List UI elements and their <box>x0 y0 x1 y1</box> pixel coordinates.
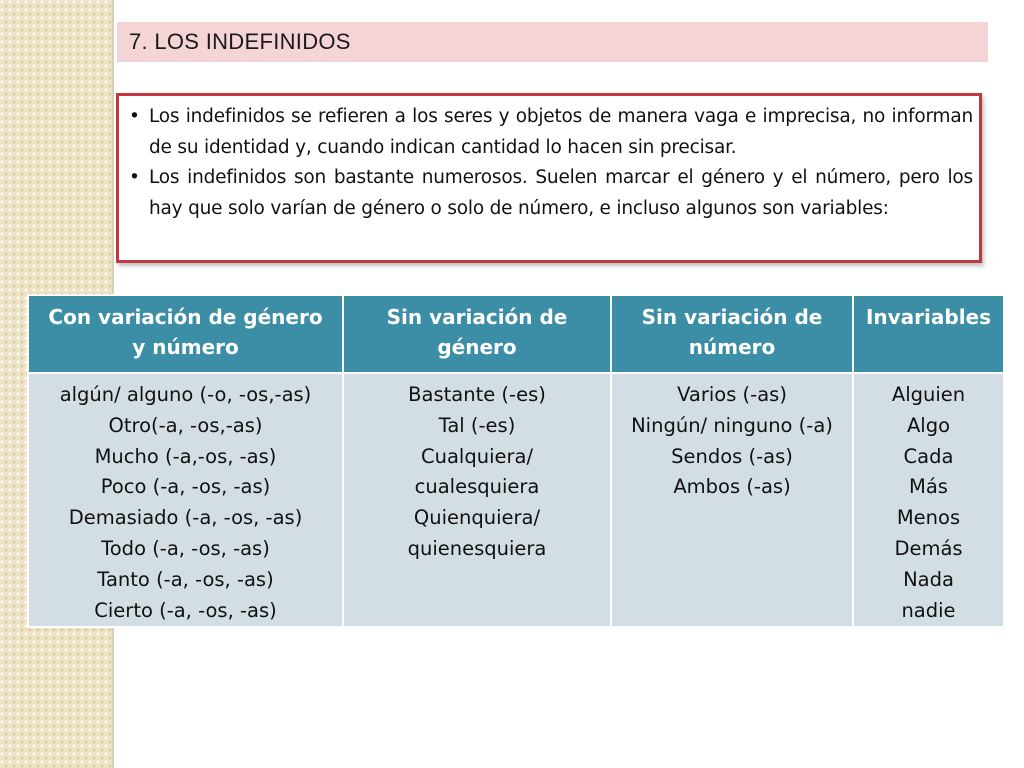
list-item: Algo <box>906 413 951 437</box>
bullet-1-line-1: Los indefinidos se refieren a los seres y objetos de manera vaga e imprecisa, no <box>149 106 886 127</box>
list-item: algún/ alguno (-o, -os,-as) <box>59 383 312 406</box>
header-invariables <box>853 295 1004 373</box>
header-sin-numero <box>611 295 853 373</box>
bullet-icon: • <box>129 167 140 188</box>
list-item: Alguien <box>891 383 966 406</box>
list-item: Mucho (-a,-os, -as) <box>94 444 277 468</box>
bullet-icon: • <box>129 106 140 127</box>
cell-sin-genero <box>343 373 611 627</box>
list-item: quienesquiera <box>407 536 547 560</box>
header-line: Sin variación de <box>641 305 823 329</box>
list-item: Tanto (-a, -os, -as) <box>97 567 274 591</box>
header-line: y número <box>132 335 239 359</box>
header-con-variacion <box>28 295 343 373</box>
header-sin-genero <box>343 295 611 373</box>
header-line: género <box>437 335 517 359</box>
list-item: Más <box>909 475 948 499</box>
header-line: número <box>688 335 776 359</box>
header-line: Invariables <box>865 305 992 329</box>
list-item: Otro(-a, -os,-as) <box>108 413 263 437</box>
list-item: Todo (-a, -os, -as) <box>101 536 270 560</box>
bullet-item-2 <box>129 163 973 224</box>
bullet-1-line-2: informan de su identidad y, cuando indican cantidad lo hacen sin precisar. <box>149 106 974 158</box>
list-item: Menos <box>896 506 961 530</box>
bullet-item-1 <box>129 102 974 163</box>
indefinidos-table <box>27 294 1005 628</box>
list-item: Nada <box>903 567 954 591</box>
slide-title: 7. LOS INDEFINIDOS <box>129 29 351 54</box>
list-item: Poco (-a, -os, -as) <box>100 475 271 499</box>
bullet-list <box>119 96 979 224</box>
list-item: nadie <box>901 598 956 622</box>
list-item: Varios (-as) <box>677 383 787 406</box>
table-header-row <box>28 295 1004 373</box>
list-item: cualesquiera <box>414 475 540 499</box>
bullet-2-line-1: Los indefinidos son bastante numerosos. Suelen marcar el género y el número, <box>149 167 892 188</box>
list-item: Ningún/ ninguno (-a) <box>631 413 833 437</box>
table-row <box>28 373 1004 627</box>
list-item: Bastante (-es) <box>408 383 546 406</box>
list-item: Cada <box>903 444 954 468</box>
info-box <box>116 93 982 263</box>
list-item: Tal (-es) <box>438 413 516 437</box>
list-item: Cierto (-a, -os, -as) <box>94 598 277 622</box>
list-item: Cualquiera/ <box>420 444 534 468</box>
cell-sin-numero <box>611 373 853 627</box>
bullet-2-line-3: son variables: <box>762 197 889 219</box>
list-item: Demasiado (-a, -os, -as) <box>68 506 303 530</box>
cell-con-variacion <box>28 373 343 627</box>
list-item: Demás <box>894 536 963 560</box>
list-item: Sendos (-as) <box>671 444 793 468</box>
title-bar <box>117 22 988 62</box>
list-item: Ambos (-as) <box>673 475 791 499</box>
header-line: Sin variación de <box>386 305 568 329</box>
bullet-2-line-2: pero los hay que solo varían de género o solo de número, e incluso algunos <box>149 167 973 219</box>
cell-invariables <box>853 373 1004 627</box>
list-item: Quienquiera/ <box>413 506 541 530</box>
header-line: Con variación de género <box>48 305 323 329</box>
